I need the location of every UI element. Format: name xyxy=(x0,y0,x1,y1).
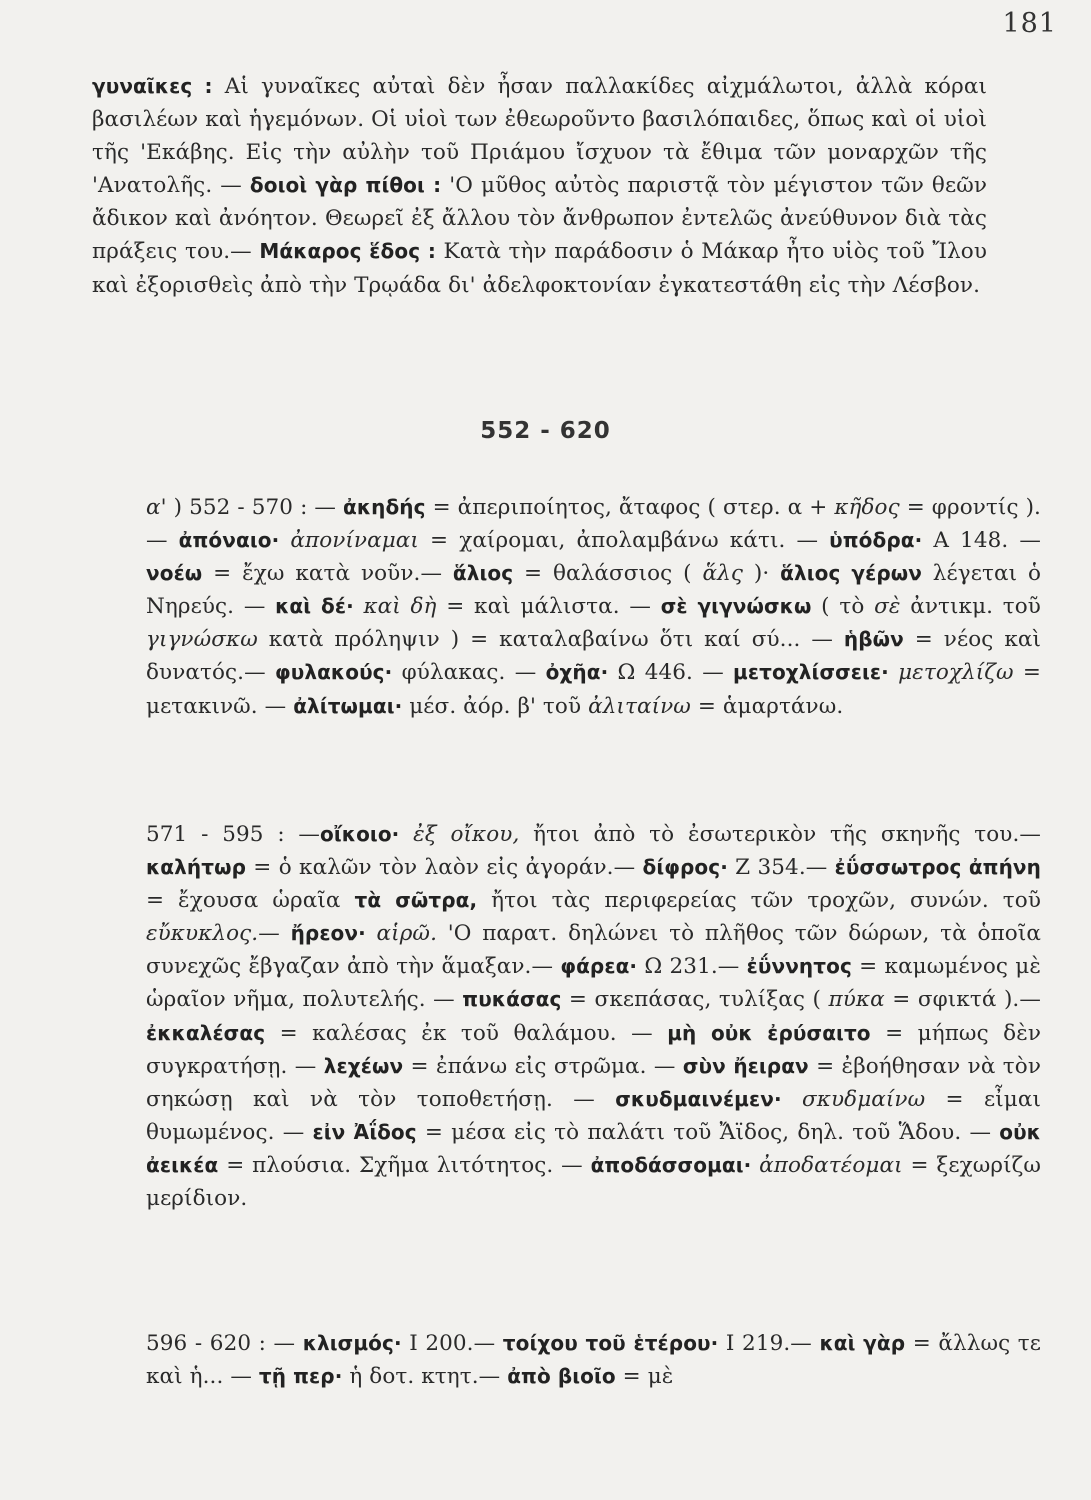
gloss-text: Αἱ γυναῖκες αὐταὶ δὲν ἦσαν παλλακίδες αἰχμάλωτοι, ἀλλὰ κόραι βασιλέων καὶ ἡγεμόνων. Οἱ υἱοὶ των ἐθεωροῦντο βασιλόπαιδες, ὅπως καὶ οἱ υἱοὶ τῆς 'Εκάβης. Εἰς τὴν αὐλὴν τοῦ Πριάμου ἴσχυον τὰ ἔθιμα τῶν μοναρχῶν τῆς 'Ανατολῆς. — xyxy=(92,74,987,199)
gloss-text: Α 148. — xyxy=(922,528,1041,554)
gloss-text: Κατὰ τὴν παράδοσιν ὁ Μάκαρ ἦτο υἱὸς τοῦ Ἴλου καὶ ἐξορισθεὶς ἀπὸ τὴν Τρῳάδα δι' ἀδελφοκτονίαν ἐγκατεστάθη εἰς τὴν Λέσβον. xyxy=(92,239,987,298)
gloss-text xyxy=(889,660,898,685)
gloss-text: = ἐπάνω εἰς στρῶμα. — xyxy=(403,1053,683,1079)
gloss-text: )· xyxy=(742,561,781,587)
italic-term: εὔκυκλος. xyxy=(146,921,259,947)
lemma: ἐκκαλέσας xyxy=(146,1020,266,1045)
lemma: εἰν Ἀΐδος xyxy=(312,1119,417,1144)
gloss-text xyxy=(782,1087,802,1112)
gloss-text: = μετακινῶ. — xyxy=(146,660,1041,719)
paragraph-4 xyxy=(92,1327,1041,1393)
gloss-text: φύλακας. — xyxy=(392,660,546,686)
gloss-text: = καμωμένος μὲ ὡραῖον νῆμα, πολυτελής. — xyxy=(146,954,1042,1013)
paragraph-1 xyxy=(92,70,987,302)
gloss-text: 596 - 620 : — xyxy=(146,1331,303,1356)
lemma: λεχέων xyxy=(323,1053,404,1078)
lemma: σκυδμαινέμεν· xyxy=(615,1086,782,1111)
lemma: μετοχλίσσειε· xyxy=(733,660,889,685)
gloss-text: = ἄλλως τε καὶ ἡ... — xyxy=(146,1331,1041,1390)
gloss-text: Ι 219.— xyxy=(718,1331,820,1356)
gloss-text: = μὲ xyxy=(615,1364,674,1390)
lemma: ἀλίτωμαι· xyxy=(293,693,403,718)
gloss-text: — xyxy=(258,921,291,947)
lemma: γυναῖκες : xyxy=(92,74,213,98)
gloss-text: = ἔχω κατὰ νοῦν.— xyxy=(202,561,453,587)
italic-term: ἀποδατέομαι xyxy=(759,1152,903,1178)
gloss-text: = ἀπεριποίητος, ἄταφος ( στερ. α + xyxy=(425,495,835,520)
gloss-text: = ὁ καλῶν τὸν λαὸν εἰς ἀγοράν.— xyxy=(246,855,643,881)
lemma: ἤρεον· xyxy=(290,921,366,946)
lemma: ἐΰσσωτρος ἀπήνη xyxy=(834,855,1041,880)
gloss-text: Ζ 354.— xyxy=(727,855,835,881)
gloss-text: = μέσα εἰς τὸ παλάτι τοῦ Ἄϊδος, δηλ. τοῦ Ἅδου. — xyxy=(416,1119,1000,1145)
lemma: σὺν ἤειραν xyxy=(682,1053,809,1078)
gloss-text: = ἔχουσα ὡραῖα xyxy=(146,888,355,914)
lemma: πυκάσας xyxy=(462,987,562,1012)
gloss-text: ) 552 - 570 : — xyxy=(166,495,343,520)
gloss-text: 'Ο παρατ. δηλώνει τὸ πλῆθος τῶν δώρων, τὰ ὁποῖα συνεχῶς ἔβγαζαν ἀπὸ τὴν ἅμαξαν.— xyxy=(146,921,1041,980)
gloss-text: Ω 446. — xyxy=(608,660,734,686)
gloss-text: Ω 231.— xyxy=(637,954,747,980)
gloss-text: = ξεχωρίζω μερίδιον. xyxy=(146,1152,1042,1212)
lemma: τοίχου τοῦ ἑτέρου· xyxy=(502,1331,719,1355)
gloss-text: ἤτοι ἀπὸ τὸ ἐσωτερικὸν τῆς σκηνῆς του.— xyxy=(519,822,1041,847)
paragraph-3 xyxy=(92,818,1041,1215)
italic-term: σὲ xyxy=(874,594,901,620)
italic-term: ἅλς xyxy=(702,561,743,587)
gloss-text: = πλούσια. Σχῆμα λιτότητος. — xyxy=(218,1152,591,1178)
gloss-text xyxy=(354,594,364,619)
italic-term: καὶ δὴ xyxy=(363,594,437,620)
italic-term: κῆδος xyxy=(834,495,900,520)
italic-term: μετοχλίζω xyxy=(898,660,1014,686)
paragraph-2 xyxy=(92,491,1041,723)
lemma: ὑπόδρα· xyxy=(829,528,923,553)
italic-term: αἱρῶ. xyxy=(376,921,438,947)
gloss-text: = φροντίς ). — xyxy=(146,495,1041,554)
page-number: 181 xyxy=(1002,8,1057,39)
gloss-text: = ἐβοήθησαν νὰ τὸν σηκώσῃ καὶ νὰ τὸν τοποθετήσῃ. — xyxy=(146,1053,1042,1112)
lemma: ἅλιος γέρων xyxy=(780,561,922,586)
gloss-text: ( τὸ xyxy=(811,594,875,620)
lemma: ἀπὸ βιοῖο xyxy=(507,1364,616,1389)
gloss-text: = καὶ μάλιστα. — xyxy=(436,594,661,620)
lemma: τῇ περ· xyxy=(258,1364,343,1389)
gloss-text: 'Ο μῦθος αὐτὸς παριστᾷ τὸν μέγιστον τῶν θεῶν ἄδικον καὶ ἀνόητον. Θεωρεῖ ἐξ ἄλλου τὸν ἄνθρωπον ἐντελῶς ἀνεύθυνον διὰ τὰς πράξεις του.— xyxy=(92,173,987,265)
lemma: ἀκηδής xyxy=(342,495,426,519)
gloss-text: Ι 200.— xyxy=(401,1331,503,1356)
lemma: κλισμός· xyxy=(302,1331,402,1355)
section-heading: 552 - 620 xyxy=(480,418,611,444)
italic-term: σκυδμαίνω xyxy=(802,1086,926,1112)
gloss-text: ἡ δοτ. κτητ.— xyxy=(342,1364,508,1390)
lemma: Μάκαρος ἕδος : xyxy=(259,239,436,264)
lemma: καλήτωρ xyxy=(146,855,247,880)
italic-term: ἐξ οἴκου, xyxy=(413,822,520,847)
lemma: φυλακούς· xyxy=(274,660,393,685)
gloss-text xyxy=(279,528,290,553)
lemma: καὶ δέ· xyxy=(275,594,354,619)
lemma: τὰ σῶτρα, xyxy=(354,888,478,913)
gloss-text: λέγεται ὁ Νηρεύς. — xyxy=(146,561,1041,620)
italic-term: πύκα xyxy=(828,987,885,1013)
gloss-text: = σφικτά ).— xyxy=(884,987,1041,1013)
gloss-text xyxy=(366,921,377,946)
lemma: ἡβῶν xyxy=(843,627,904,652)
lemma: δίφρος· xyxy=(642,855,728,880)
gloss-text: μέσ. ἀόρ. β' τοῦ xyxy=(402,693,589,719)
gloss-text: ἀντικμ. τοῦ xyxy=(900,594,1041,620)
gloss-text: = χαίρομαι, ἀπολαμβάνω κάτι. — xyxy=(418,528,830,554)
lemma: μὴ οὐκ ἐρύσαιτο xyxy=(667,1020,871,1045)
lemma: ἀπόναιο· xyxy=(178,528,280,553)
gloss-text xyxy=(751,1153,759,1178)
gloss-text: = θαλάσσιος ( xyxy=(513,561,703,587)
gloss-text: = εἶμαι θυμωμένος. — xyxy=(146,1086,1041,1145)
gloss-text: = μήπως δὲν συγκρατήσῃ. — xyxy=(146,1020,1042,1079)
gloss-text: = νέος καὶ δυνατός.— xyxy=(146,627,1042,686)
gloss-text: ἤτοι τὰς περιφερείας τῶν τροχῶν, συνών. τοῦ xyxy=(477,888,1041,914)
lemma: σὲ γιγνώσκω xyxy=(660,594,812,619)
lemma: φάρεα· xyxy=(560,954,638,979)
lemma: ἅλιος xyxy=(452,561,514,586)
lemma: ἀποδάσσομαι· xyxy=(590,1152,752,1177)
lemma: νοέω xyxy=(146,561,203,586)
gloss-text xyxy=(399,822,413,847)
lemma: δοιοὶ γὰρ πίθοι : xyxy=(249,173,442,198)
gloss-text: = σκεπάσας, τυλίξας ( xyxy=(561,987,829,1013)
gloss-text: = καλέσας ἐκ τοῦ θαλάμου. — xyxy=(265,1020,668,1046)
italic-term: ἀλιταίνω xyxy=(588,693,691,719)
lemma: οἴκοιο· xyxy=(320,822,400,846)
lemma: ἐΰννητος xyxy=(746,954,852,979)
lemma: οὐκ ἀεικέα xyxy=(146,1119,1041,1177)
lemma: καὶ γὰρ xyxy=(819,1331,906,1355)
gloss-text: = ἁμαρτάνω. xyxy=(690,693,844,719)
gloss-text: 571 - 595 : — xyxy=(146,822,321,847)
italic-term: α' xyxy=(146,495,167,520)
italic-term: γιγνώσκω xyxy=(146,627,258,653)
lemma: ὀχῆα· xyxy=(545,660,609,685)
gloss-text: κατὰ πρόληψιν ) = καταλαβαίνω ὅτι καί σύ... — xyxy=(257,627,844,653)
italic-term: ἀπονίναμαι xyxy=(290,528,419,554)
